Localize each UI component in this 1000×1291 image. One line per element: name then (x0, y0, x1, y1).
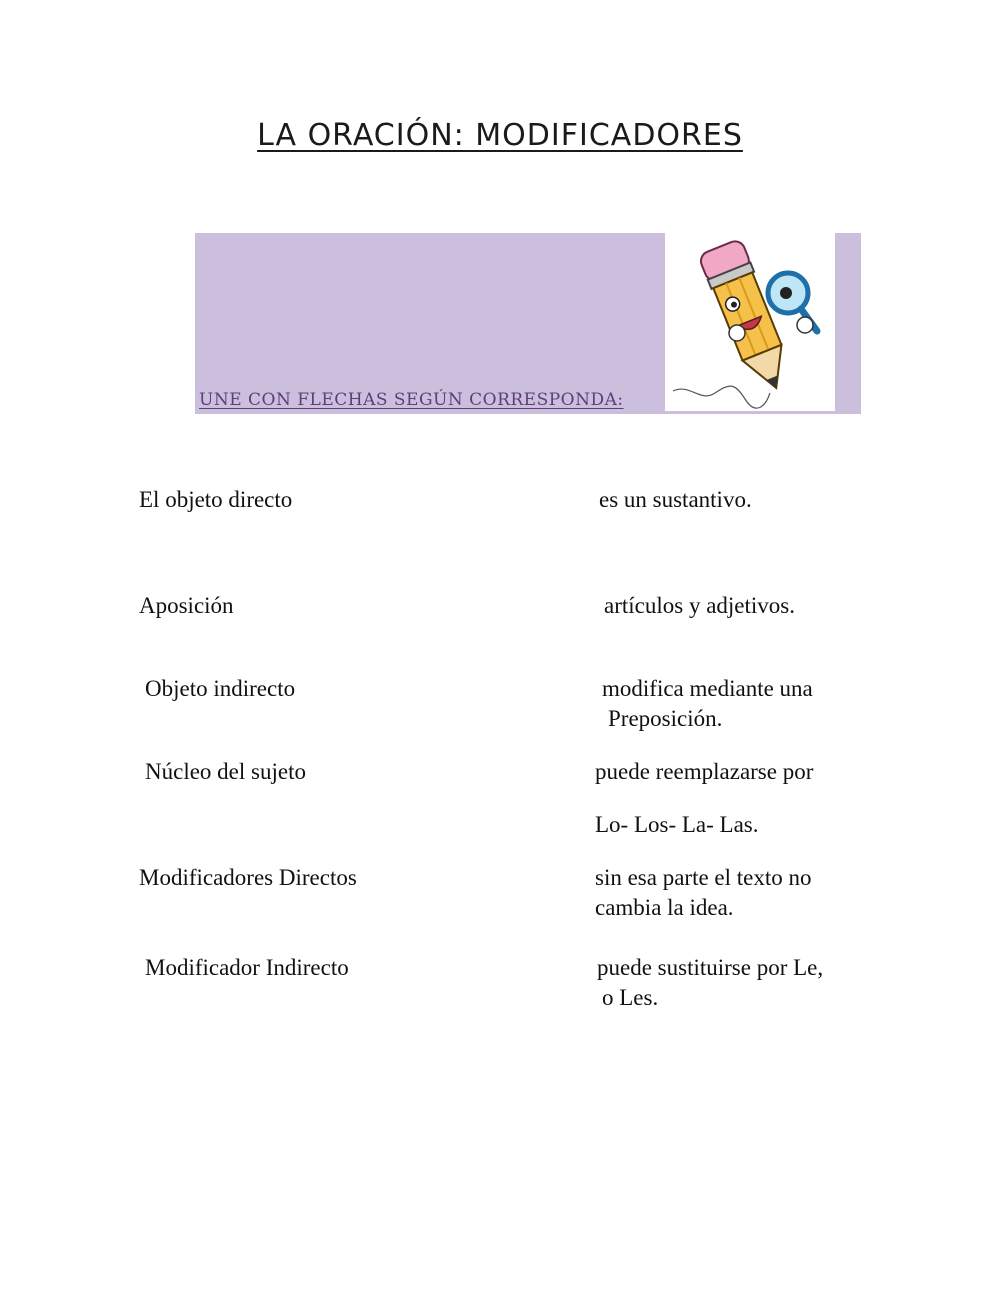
right-item-3-line-1: modifica mediante una (602, 676, 813, 701)
instruction-text: UNE CON FLECHAS SEGÚN CORRESPONDA: (199, 390, 624, 410)
right-item-3-line-2: Preposición. (608, 706, 723, 731)
left-item-6: Modificador Indirecto (145, 955, 349, 980)
pencil-with-magnifier-icon (665, 233, 835, 411)
right-item-2: artículos y adjetivos. (604, 593, 795, 618)
right-item-4-line-1: puede reemplazarse por (595, 759, 814, 784)
page-title: LA ORACIÓN: MODIFICADORES (257, 118, 743, 153)
left-item-4: Núcleo del sujeto (145, 759, 306, 784)
right-item-6-line-2: o Les. (602, 985, 659, 1010)
right-item-6-line-1: puede sustituirse por Le, (597, 955, 824, 980)
right-item-5-line-1: sin esa parte el texto no (595, 865, 812, 890)
right-item-1: es un sustantivo. (599, 487, 752, 512)
left-item-1: El objeto directo (139, 487, 293, 512)
left-item-3: Objeto indirecto (145, 676, 296, 701)
left-item-2: Aposición (139, 593, 234, 618)
left-item-5: Modificadores Directos (139, 865, 357, 890)
right-item-5-line-2: cambia la idea. (595, 895, 734, 920)
right-item-4-line-2: Lo- Los- La- Las. (595, 812, 759, 837)
